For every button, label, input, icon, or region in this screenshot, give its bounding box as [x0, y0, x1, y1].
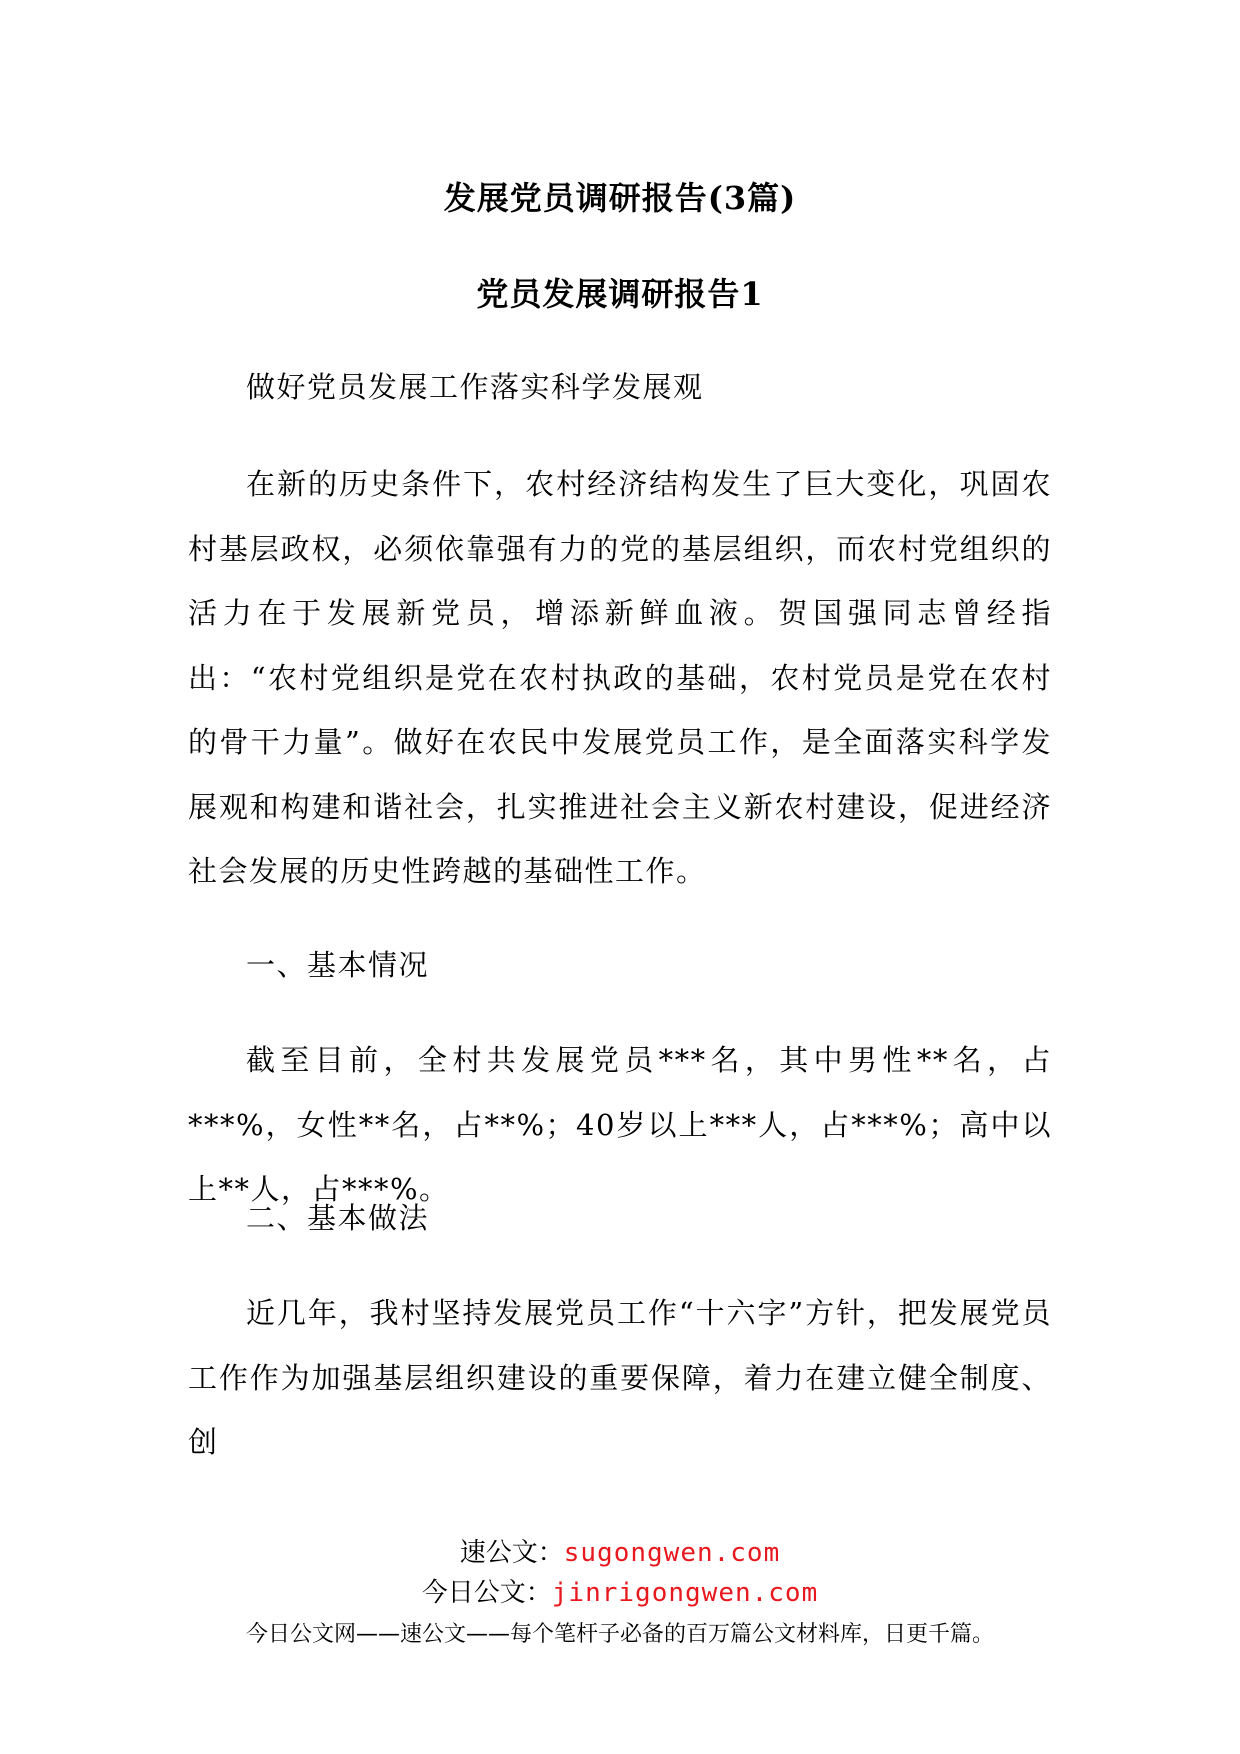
footer-link-jinrigongwen[interactable]: jinrigongwen.com	[551, 1578, 819, 1608]
section-title: 党员发展调研报告1	[476, 275, 764, 313]
lead-paragraph: 做好党员发展工作落实科学发展观	[246, 370, 704, 404]
heading-basic-situation: 一、基本情况	[246, 948, 430, 982]
heading-basic-method: 二、基本做法	[246, 1201, 430, 1235]
document-title: 发展党员调研报告(3篇)	[443, 179, 797, 217]
footer-slogan: 今日公文网——速公文——每个笔杆子必备的百万篇公文材料库，日更千篇。	[245, 1622, 994, 1647]
basic-situation-paragraph: 截至目前，全村共发展党员***名，其中男性**名，占***%，女性**名，占**%；40岁以上***人，占***%；高中以上**人，占***%。	[188, 1043, 1052, 1206]
footer-link-sugongwen[interactable]: sugongwen.com	[563, 1538, 781, 1568]
footer-line-sugongwen	[0, 1536, 1240, 1570]
footer-label-jinrigongwen: 今日公文：	[421, 1578, 552, 1608]
intro-paragraph: 在新的历史条件下，农村经济结构发生了巨大变化，巩固农村基层政权，必须依靠强有力的党的基层组织，而农村党组织的活力在于发展新党员，增添新鲜血液。贺国强同志曾经指出：“农村党组织是党在农村执政的基础，农村党员是党在农村的骨干力量”。做好在农民中发展党员工作，是全面落实科学发展观和构建和谐社会，扎实推进社会主义新农村建设，促进经济社会发展的历史性跨越的基础性工作。	[188, 467, 1052, 888]
footer-line-jinrigongwen	[0, 1576, 1240, 1610]
basic-method-paragraph: 近几年，我村坚持发展党员工作“十六字”方针，把发展党员工作作为加强基层组织建设的重要保障，着力在建立健全制度、创	[188, 1296, 1052, 1459]
footer-label-sugongwen: 速公文：	[459, 1538, 564, 1568]
